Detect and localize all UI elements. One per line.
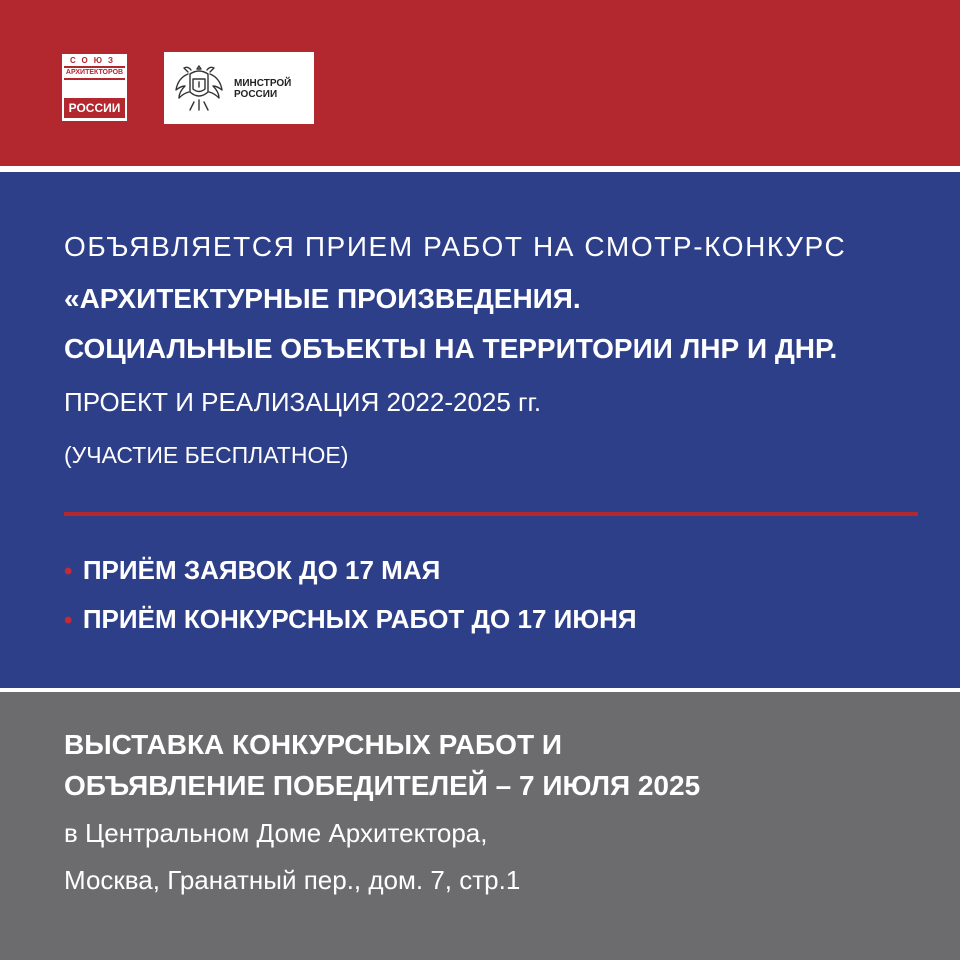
exhibition-heading-line1: ВЫСТАВКА КОНКУРСНЫХ РАБОТ И (64, 729, 562, 760)
bullet-icon: • (64, 607, 73, 634)
deadline-text: ПРИЁМ ЗАЯВОК ДО 17 МАЯ (82, 555, 441, 585)
double-headed-eagle-emblem-icon (174, 62, 224, 114)
union-of-architects-logo (62, 54, 127, 121)
deadline-text: ПРИЁМ КОНКУРСНЫХ РАБОТ ДО 17 ИЮНЯ (82, 604, 637, 634)
logo-sar-line2: АРХИТЕКТОРОВ (65, 69, 124, 76)
top-red-band (0, 0, 960, 166)
logo-sar-line3: РОССИИ (64, 98, 125, 118)
exhibition-venue: в Центральном Доме Архитектора, (64, 818, 488, 848)
logo-minstroy-line2: РОССИИ (234, 89, 278, 100)
bullet-icon: • (64, 558, 73, 585)
free-participation-note: (УЧАСТИЕ БЕСПЛАТНОЕ) (64, 442, 349, 468)
section-divider (64, 512, 918, 516)
project-period: ПРОЕКТ И РЕАЛИЗАЦИЯ 2022-2025 гг. (64, 387, 542, 417)
deadline-item (64, 606, 637, 633)
logo-sar-rule (64, 78, 125, 80)
deadline-item (64, 557, 440, 584)
logo-sar-rule (64, 66, 125, 68)
logo-sar-line1: СОЮЗ (69, 56, 120, 65)
exhibition-address: Москва, Гранатный пер., дом. 7, стр.1 (64, 865, 521, 895)
minstroy-logo (164, 52, 314, 124)
contest-title-line1: «АРХИТЕКТУРНЫЕ ПРОИЗВЕДЕНИЯ. (64, 283, 581, 314)
announcement-lead: ОБЪЯВЛЯЕТСЯ ПРИЕМ РАБОТ НА СМОТР-КОНКУРС (64, 231, 847, 262)
exhibition-heading-line2: ОБЪЯВЛЕНИЕ ПОБЕДИТЕЛЕЙ – 7 ИЮЛЯ 2025 (64, 770, 701, 801)
contest-title-line2: СОЦИАЛЬНЫЕ ОБЪЕКТЫ НА ТЕРРИТОРИИ ЛНР И ДНР. (64, 333, 838, 364)
logo-minstroy-line1: МИНСТРОЙ (234, 78, 292, 89)
